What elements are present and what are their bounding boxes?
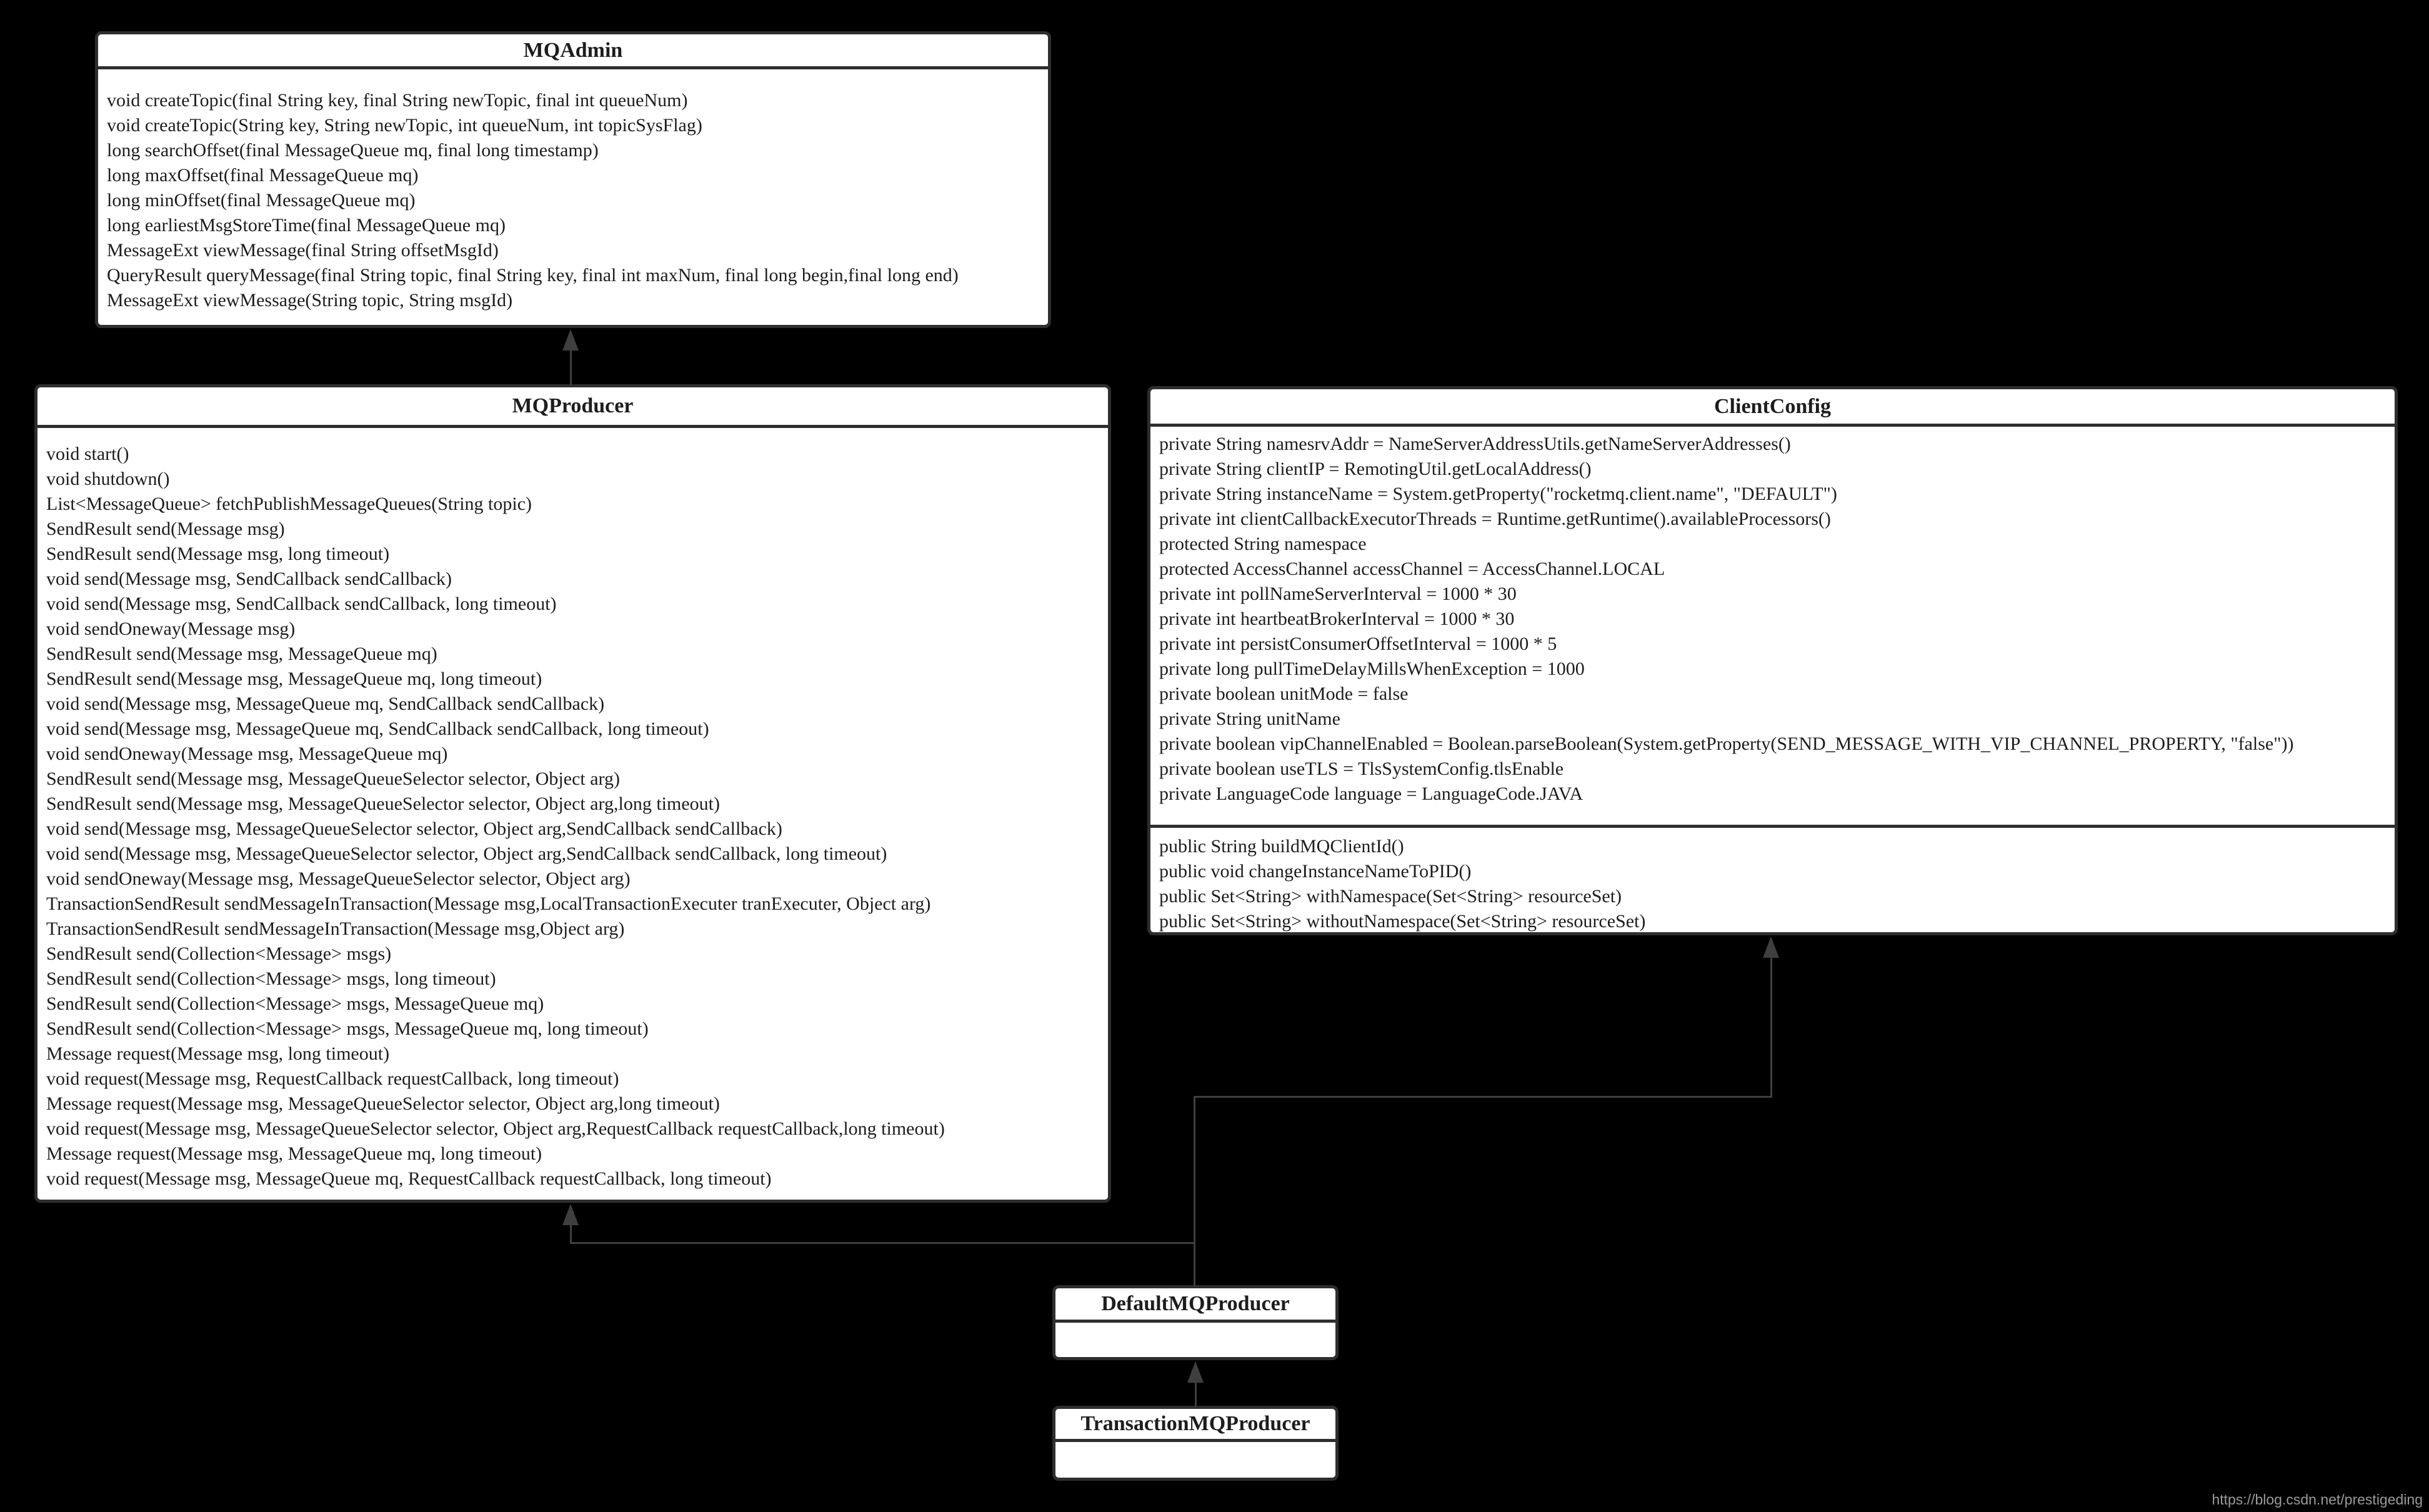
member-line: protected String namespace [1159,534,1367,554]
member-line: Message request(Message msg, long timeout) [46,1043,390,1064]
member-line: void shutdown() [46,469,170,489]
member-line: private int heartbeatBrokerInterval = 1000 * 30 [1159,609,1515,629]
member-line: SendResult send(Collection<Message> msgs, long timeout) [46,968,496,989]
connector-line [570,349,572,385]
member-line: SendResult send(Message msg, long timeout) [46,544,390,564]
member-line: private boolean vipChannelEnabled = Boolean.parseBoolean(System.getProperty(SEND_MESSAGE_WITH_VIP_CHANNEL_PROPERTY, "false")) [1159,734,2294,754]
member-line: TransactionSendResult sendMessageInTransaction(Message msg,Object arg) [46,918,625,939]
class-box-mqadmin [95,31,1051,328]
member-line: public Set<String> withNamespace(Set<String> resourceSet) [1159,886,1622,907]
connector-line [1194,1096,1772,1098]
class-title-transactionmqproducer: TransactionMQProducer [1055,1409,1335,1442]
member-line: void request(Message msg, MessageQueueSelector selector, Object arg,RequestCallback requestCallback,long timeout) [46,1118,945,1139]
empty-compartment [1055,1442,1335,1473]
connector-line [1195,1381,1197,1407]
member-line: Message request(Message msg, MessageQueue mq, long timeout) [46,1143,542,1164]
member-line: private String unitName [1159,709,1340,729]
member-line: SendResult send(Message msg, MessageQueueSelector selector, Object arg,long timeout) [46,793,720,814]
member-line: MessageExt viewMessage(String topic, String msgId) [107,290,513,311]
connector-line [570,1242,1195,1244]
attributes-section-clientconfig [1150,427,2395,828]
member-line: void send(Message msg, MessageQueue mq, SendCallback sendCallback) [46,694,605,714]
empty-compartment [1055,1323,1335,1354]
member-line: protected AccessChannel accessChannel = AccessChannel.LOCAL [1159,559,1665,579]
class-title-mqadmin: MQAdmin [98,34,1048,69]
methods-section-mqadmin [98,69,1048,313]
member-line: List<MessageQueue> fetchPublishMessageQueues(String topic) [46,494,532,514]
connector-line [1770,957,1772,1098]
member-line: void request(Message msg, MessageQueue mq, RequestCallback requestCallback, long timeout) [46,1168,772,1189]
member-line: SendResult send(Collection<Message> msgs, MessageQueue mq, long timeout) [46,1018,649,1039]
member-line: public String buildMQClientId() [1159,836,1404,857]
member-line: private String namesrvAddr = NameServerAddressUtils.getNameServerAddresses() [1159,434,1791,454]
class-box-mqproducer [34,384,1111,1203]
member-line: MessageExt viewMessage(final String offsetMsgId) [107,240,499,261]
watermark-url: https://blog.csdn.net/prestigeding [2212,1491,2423,1508]
member-line: void send(Message msg, SendCallback sendCallback) [46,569,452,589]
inheritance-arrowhead-defaultmqproducer-to-clientconfig [1763,937,1779,958]
member-line: private boolean useTLS = TlsSystemConfig.tlsEnable [1159,758,1564,779]
member-line: void start() [46,444,129,464]
class-box-transactionmqproducer [1052,1406,1339,1481]
member-line: void sendOneway(Message msg, MessageQueueSelector selector, Object arg) [46,868,631,889]
member-line: long minOffset(final MessageQueue mq) [107,190,416,211]
methods-section-mqproducer [37,428,1108,1191]
class-box-defaultmqproducer [1052,1285,1339,1360]
member-line: private LanguageCode language = LanguageCode.JAVA [1159,783,1584,804]
member-line: private boolean unitMode = false [1159,684,1409,704]
member-line: void send(Message msg, MessageQueueSelector selector, Object arg,SendCallback sendCallback) [46,818,782,839]
member-line: void request(Message msg, RequestCallback requestCallback, long timeout) [46,1068,619,1089]
member-line: public void changeInstanceNameToPID() [1159,861,1472,882]
member-line: void send(Message msg, MessageQueueSelector selector, Object arg,SendCallback sendCallback, long timeout) [46,843,887,864]
class-title-defaultmqproducer: DefaultMQProducer [1055,1288,1335,1323]
member-line: SendResult send(Message msg) [46,519,285,539]
inheritance-arrowhead-transactionmqproducer-to-defaultmqproducer [1187,1361,1204,1383]
connector-line [570,1224,572,1244]
member-line: void sendOneway(Message msg) [46,619,296,639]
member-line: SendResult send(Collection<Message> msgs) [46,943,392,964]
member-line: Message request(Message msg, MessageQueueSelector selector, Object arg,long timeout) [46,1093,720,1114]
member-line: long earliestMsgStoreTime(final MessageQueue mq) [107,215,506,236]
member-line: void send(Message msg, SendCallback sendCallback, long timeout) [46,594,557,614]
member-line: private int pollNameServerInterval = 1000 * 30 [1159,584,1517,604]
member-line: SendResult send(Message msg, MessageQueueSelector selector, Object arg) [46,768,620,789]
member-line: void createTopic(String key, String newTopic, int queueNum, int topicSysFlag) [107,115,702,136]
member-line: private long pullTimeDelayMillsWhenException = 1000 [1159,659,1585,679]
member-line: private String instanceName = System.getProperty("rocketmq.client.name", "DEFAULT") [1159,484,1837,504]
class-title-clientconfig: ClientConfig [1150,389,2395,427]
class-title-mqproducer: MQProducer [37,387,1108,428]
member-line: void sendOneway(Message msg, MessageQueue mq) [46,744,448,764]
inheritance-arrowhead-mqproducer-to-mqadmin [562,329,579,351]
member-line: TransactionSendResult sendMessageInTransaction(Message msg,LocalTransactionExecuter tranExecuter, Object arg) [46,893,931,914]
member-line: SendResult send(Message msg, MessageQueue mq) [46,644,437,664]
connector-line [1194,1097,1195,1286]
member-line: void createTopic(final String key, final String newTopic, final int queueNum) [107,90,688,111]
member-line: private int persistConsumerOffsetInterval = 1000 * 5 [1159,634,1557,654]
member-line: QueryResult queryMessage(final String topic, final String key, final int maxNum, final long begin,final long end) [107,265,959,286]
member-line: long searchOffset(final MessageQueue mq, final long timestamp) [107,140,599,161]
member-line: SendResult send(Collection<Message> msgs, MessageQueue mq) [46,993,544,1014]
member-line: private String clientIP = RemotingUtil.getLocalAddress() [1159,459,1592,479]
member-line: void send(Message msg, MessageQueue mq, SendCallback sendCallback, long timeout) [46,719,709,739]
class-box-clientconfig [1147,386,2398,935]
member-line: public Set<String> withoutNamespace(Set<String> resourceSet) [1159,911,1646,932]
member-line: SendResult send(Message msg, MessageQueue mq, long timeout) [46,669,542,689]
member-line: private int clientCallbackExecutorThreads = Runtime.getRuntime().availableProcessors() [1159,509,1831,529]
methods-section-clientconfig [1150,828,2395,934]
member-line: long maxOffset(final MessageQueue mq) [107,165,419,186]
inheritance-arrowhead-defaultmqproducer-to-mqproducer [562,1204,579,1225]
